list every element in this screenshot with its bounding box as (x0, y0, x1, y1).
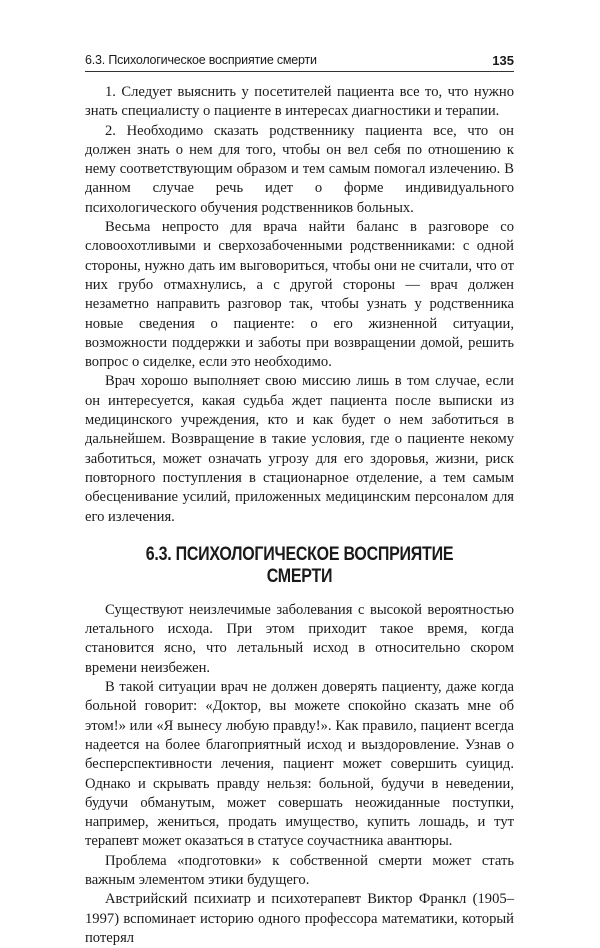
body-text (85, 83, 514, 948)
paragraph-preparation: Проблема «подготовки» к собственной смерти может стать важным элементом этики будущего. (85, 852, 514, 888)
page-number: 135 (492, 53, 514, 68)
paragraph-incurable: Существуют неизлечимые заболевания с высокой вероятностью летального исхода. При этом приходит такое время, когда становится ясно, что летальный исход в относительно скором времени неизбежен. (85, 601, 514, 676)
running-head (85, 53, 514, 72)
paragraph-mission: Врач хорошо выполняет свою миссию лишь в том случае, если он интересуется, какая судьба ждет пациента после выписки из медицинского учреждения, кто и как будет о нем заботиться в дальнейшем. Возвращение в такие условия, где о пациенте некому заботиться, может означать угрозу для его здоровья, жизни, риск повторного поступления в стационарное отделение, а тем самым обесценивание усилий, приложенных медицинским персоналом для его излечения. (85, 373, 514, 525)
paragraph-item-1: 1. Следует выяснить у посетителей пациента все то, что нужно знать специалисту о пациенте в интересах диагностики и терапии. (85, 84, 514, 120)
paragraph-truth: В такой ситуации врач не должен доверять пациенту, даже когда больной говорит: «Доктор, вы можете спокойно сказать мне об этом!» или «Я вынесу любую правду!». Как правило, пациент всегда надеется на более благоприятный исход и выздоровление. Узнав о бесперспективности лечения, пациент может совершить суицид. Однако и скрывать правду нельзя: больной, будучи в неведении, будучи обманутым, может совершать неожиданные поступки, например, жениться, продать имущество, купить лошадь, и тут терапевт может оказаться в статусе соучастника авантюры. (85, 679, 514, 850)
paragraph-frankl: Австрийский психиатр и психотерапевт Виктор Франкл (1905–1997) вспоминает историю одного профессора математики, который потерял (85, 891, 514, 946)
section-heading: 6.3. ПСИХОЛОГИЧЕСКОЕ ВОСПРИЯТИЕ СМЕРТИ (145, 542, 454, 587)
paragraph-item-2: 2. Необходимо сказать родственнику пациента все, что он должен знать о нем для того, чтобы он вел себя по отношению к нему соответствующим образом и тем самым помогал излечению. В данном случае речь идет о форме индивидуального психологического обучения родственников больных. (85, 122, 514, 216)
running-head-title: 6.3. Психологическое восприятие смерти (85, 53, 317, 67)
paragraph-balance: Весьма непросто для врача найти баланс в разговоре со словоохотливыми и сверхозабоченными родственниками: с одной стороны, нужно дать им выговориться, чтобы они не считали, что от них грубо отмахнулись, а с другой стороны — врач должен незаметно направить разговор так, чтобы узнать у родственника новые сведения о пациенте: о его жизненной ситуации, возможности поддержки и заботы при возвращении домой, решить вопрос о сиделке, если это необходимо. (85, 219, 514, 371)
